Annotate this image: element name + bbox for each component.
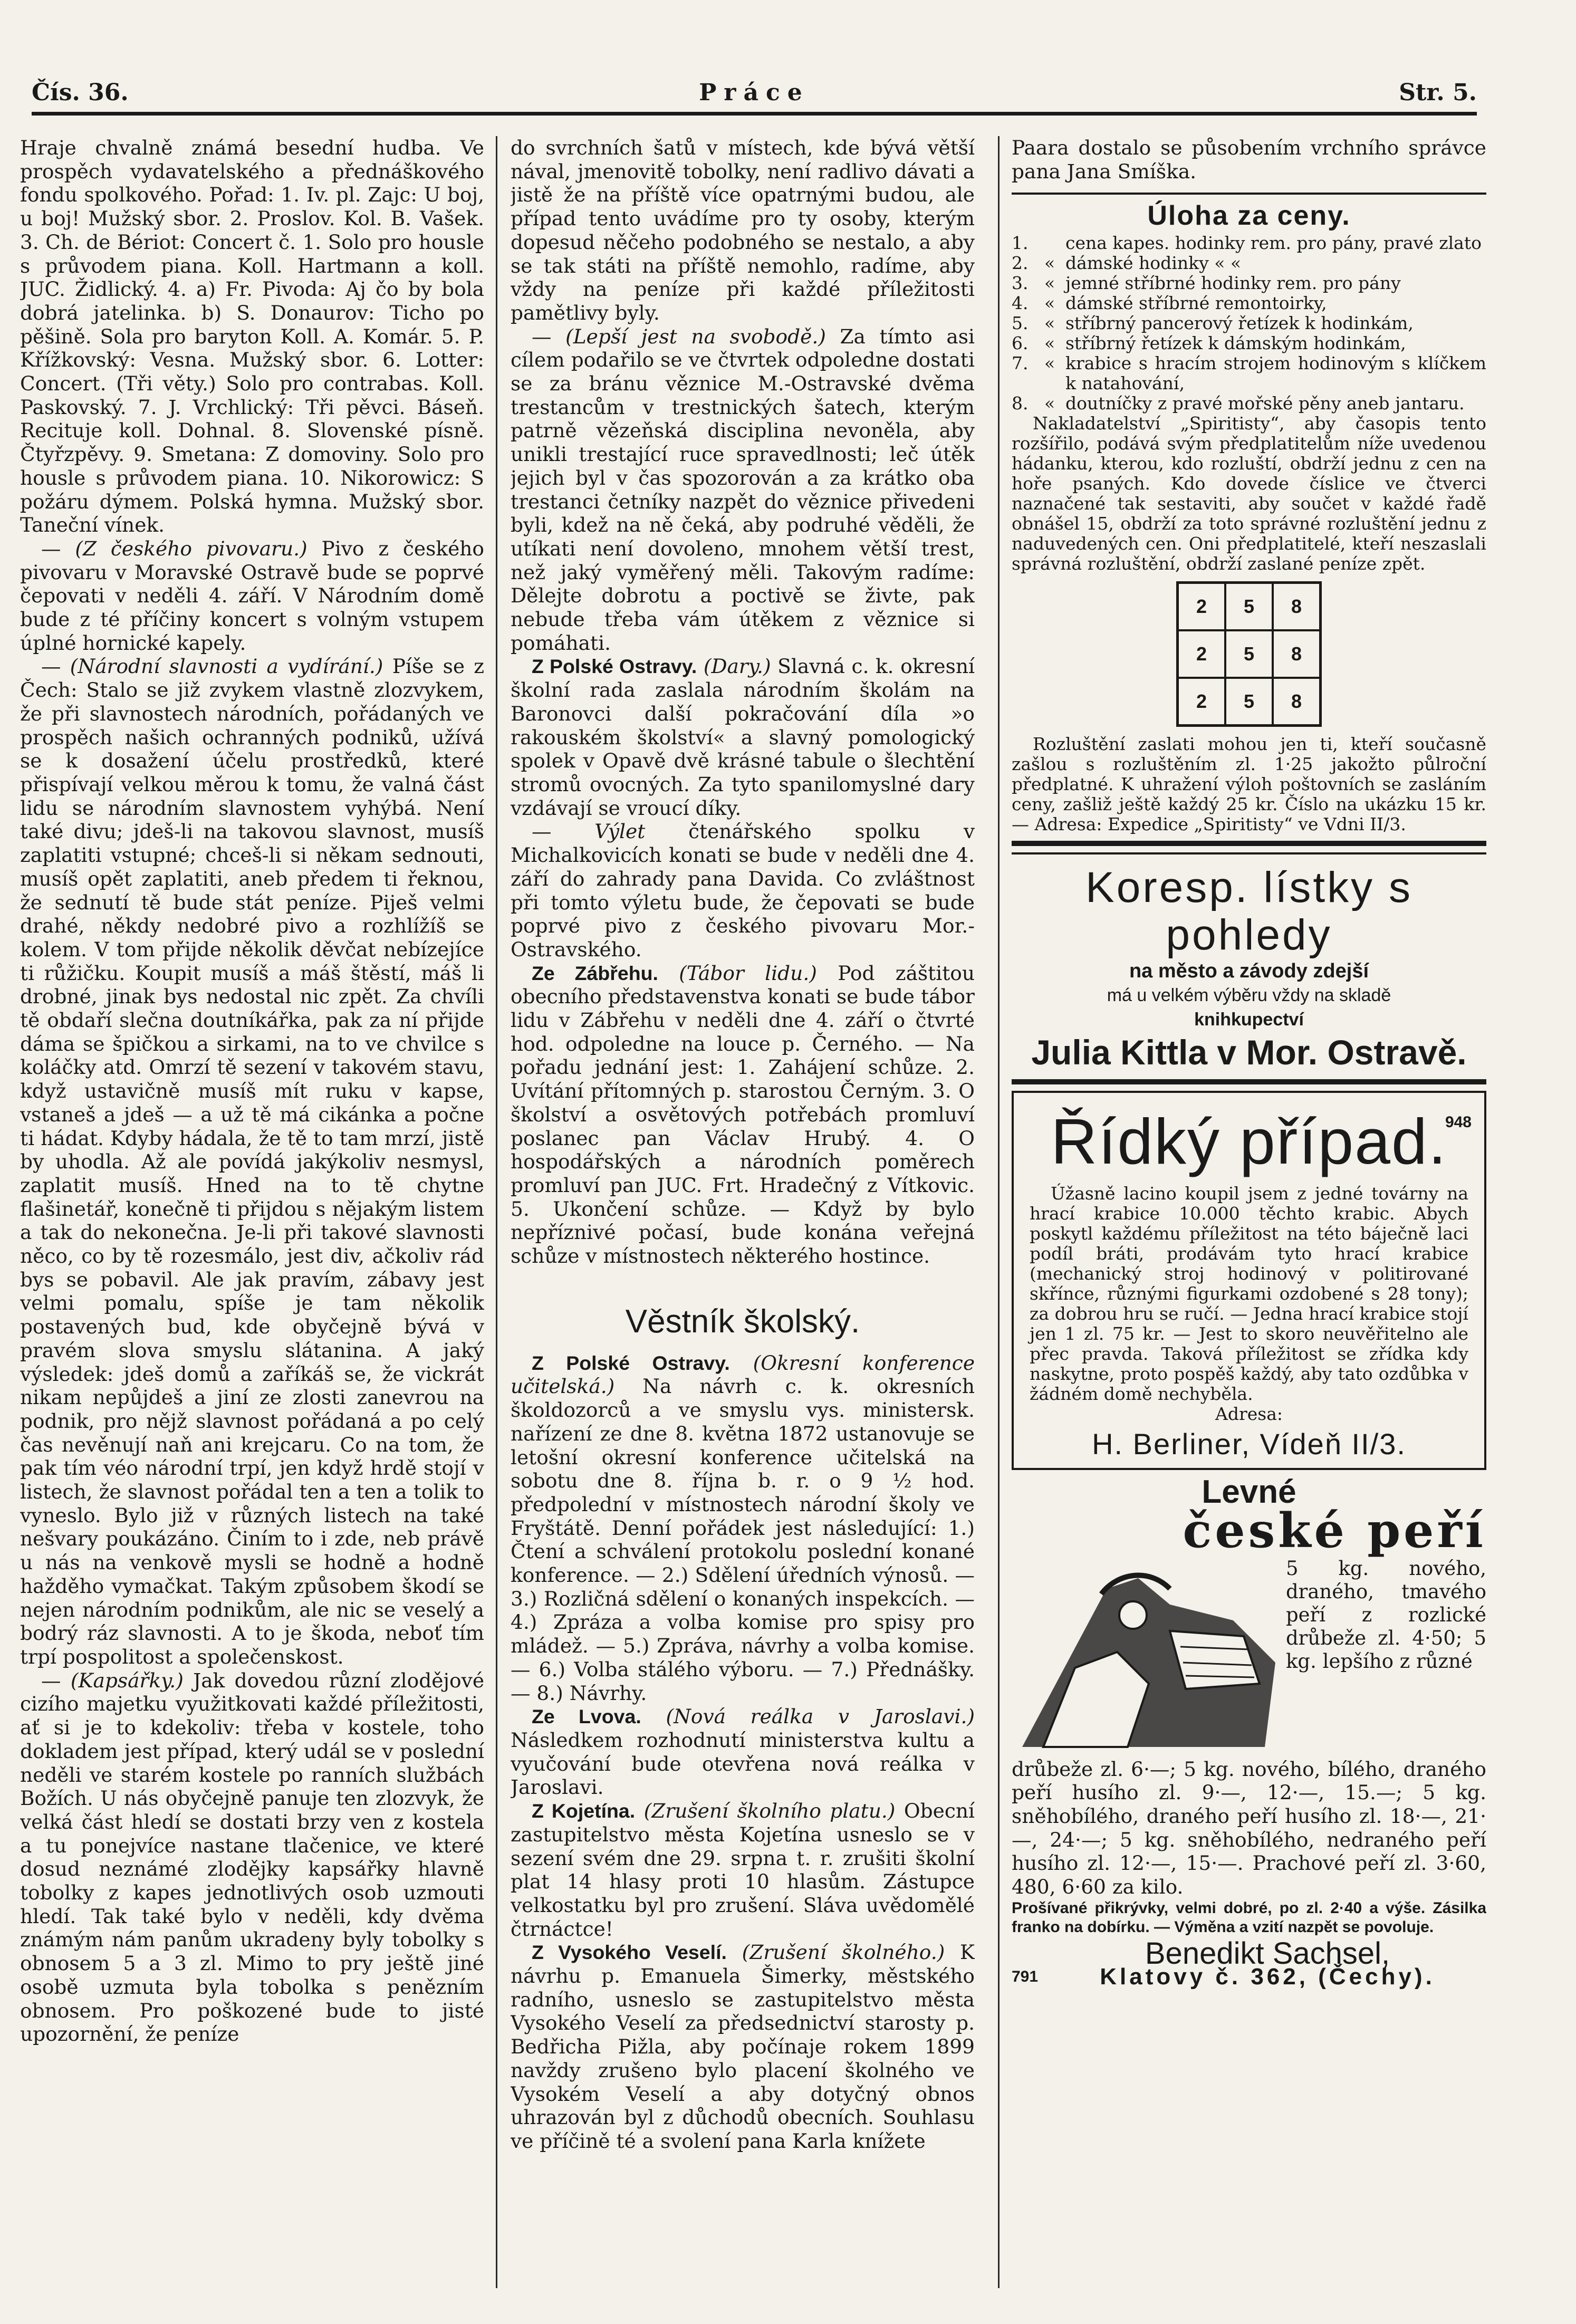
prize-text: krabice s hracím strojem hodinovým s klíčkem k natahování, [1065, 353, 1486, 394]
article-konference [511, 1351, 975, 1705]
feather-prices: drůbeže zl. 6·—; 5 kg. nového, bílého, draného peří husího zl. 9·—, 12·—, 15.—; 5 kg. sněhobílého, draného peří husího zl. 18·—, 21·—, 24·—; 5 kg. sněhobílého, nedraného peří husího zl. 12·—, 15·—. Prachové peří zl. 3·60, 480, 6·60 za kilo. [1012, 1757, 1486, 1899]
grid-cell: 2 [1178, 678, 1225, 725]
column-1 [20, 136, 484, 2288]
header-rule [32, 112, 1477, 116]
number-grid [1176, 581, 1322, 727]
ridky-title: Řídký případ. [1051, 1106, 1447, 1178]
ad-number: 791 [1012, 1968, 1039, 1986]
article-title: (Z českého pivovaru.) [75, 536, 307, 560]
article-place: Ze Zábřehu. [532, 962, 658, 984]
uloha-text: Nakladatelství „Spiritisty“, aby časopis tento rozšířilo, podává svým předplatitelům níže uvedenou hádanku, kterou, kdo rozluští, obdrží jednu z cen na hoře psaných. Kdo dovede číslice ve čtverci naznačené tak sestaviti, aby součet v každé řadě obnášel 15, obdrží za toto správné rozluštění jednu z naduvedených cen. Oni předplatitelé, kteří neszaslali správná rozluštění, obdrží zaslané peníze zpět. [1012, 413, 1486, 574]
prize-number: 4. [1012, 293, 1029, 314]
prize-ditto: « [1044, 253, 1055, 274]
column-3 [1012, 136, 1486, 2288]
article-narodni-slavnosti: — (Národní slavnosti a vydírání.) Píše se z Čech: Stalo se již zvykem vlastně zlozvykem, že při slavnostech národních, pořádaných ve prospěch našich ochranných podniků, užívá se k dosažení účelu prostředků, které přispívají velkou měrou k tomu, že valná část lidu se národním slavnostem vyhýbá. Není také divu; jdeš-li na takovou slavnost, musíš zaplatiti vstupné; chceš-li si někam sednouti, musíš opět zaplatiti, aneb předem ti řeknou, že sednutí tě bude stát peníze. Piješ velmi drahé, někdy nedobré pivo a rozhlížíš se kolem. V tom přijde několik děvčat nebízejíce ti růžičku. Koupit musíš a máš štěstí, máš li drobné, jinak bys nedostal nic zpět. Za chvíli tě obdaří slečna doutníkářka, pak za ní přijde dáma se špičkou a sirkami, na to ve chvilce s koláčky atd. Omrzí tě sezení v takovém stavu, když ustavičně musíš mít ruku v kapse, vstaneš a jdeš — a už tě má cikánka a počne ti hádat. Kdyby hádala, že tě to tam mrzí, jistě by uhodla. Až ale povídá jakýkoliv nesmysl, zaplatit musíš. Hned na to tě chytne flašinetář, konečně ti přijdou s nějakým listem a tak do nekonečna. Je-li při takové slavnosti něco, co by tě rozesmálo, jest div, ačkoliv rád bys se pobavil. Ale jak pravím, zábavy jest velmi pomalu, spíše je tam několik postavených bud, kde obyčejně bývá v pravém slova smyslu slátanina. A jaký výsledek: jdeš domů a zaříkáš se, že vickrát nikam nepůjdeš a jiní ze zlosti zanevrou na podnik, pro nějž slavnost pořádaná a po celý čas nevěnují naň ani krejcaru. Co na tom, že pak tím véo národní trpí, jen když hrdě stojí v listech, že slavnost pořádal ten a ten a tolik to vyneslo. Bylo již v různých listech na také nešvary poukázáno. Činím to i zde, neb právě u nás na venkově mysli se hodně a hodně hažděho vymačkat. Takým způsobem škodí se nejen národním podnikům, ale nic se veselý a bodrý ráz slavnosti. A to je škoda, neboť tím trpí pospolitost a společenskost. [20, 655, 484, 1668]
prize-item [1012, 353, 1486, 393]
grid-cell: 5 [1225, 583, 1273, 630]
koresp-subtitle: knihkupectví [1194, 1010, 1304, 1030]
article-kapsarky: — (Kapsářky.) Jak dovedou různí zlodějové cizího majetku využitkovati každé příležitosti, ať si je to kdekoliv: třeba v kostele, toho dokladem jest případ, který udál se v poslední neděli ve starém kostele po ranních službách Božích. U nás obyčejně panuje ten zlozvyk, že velká část hledí se dostati brzy ven z kostela a tu ponejvíce nastane tlačenice, ve které dosud neznámé zlodějky kapsářky hlavně tobolky z kapes jednotlivých osob uzmouti hledí. Tak také bylo v neděli, kdy dvěma známým nám panům ukradeny byly tobolky s obnosem 5 a 3 zl. Mimo to pry ještě jiné osobě uzmuta byla tobolka s penězním obnosem. Pro poškozené bude to jisté upozornění, že peníze [20, 1668, 484, 2046]
grid-cell: 2 [1178, 630, 1225, 678]
prize-item [1012, 293, 1486, 313]
koresp-subtitle: má u velkém výběru vždy na skladě [1107, 985, 1391, 1006]
prize-number: 5. [1012, 313, 1029, 334]
page-number: Str. 5. [1399, 79, 1477, 106]
prize-ditto: « [1044, 313, 1055, 334]
koresp-subtitle: na město a závody zdejší [1129, 960, 1369, 983]
article-vysoke-veseli [511, 1941, 975, 2153]
levne-title: Levné [1202, 1473, 1296, 1510]
article-title: (Nová reálka v Jaroslavi.) [666, 1705, 975, 1728]
prize-item [1012, 313, 1486, 333]
prize-text: dámské hodinky « « [1065, 253, 1242, 274]
article-ceskeho-pivovaru: — (Z českého pivovaru.) Pivo z českého pivovaru v Moravské Ostravě bude se poprvé čepovati v neděli 4. září. V Národním domě bude z té příčiny koncert s volným vstupem úplné hornické kapely. [20, 536, 484, 655]
prize-ditto [1044, 233, 1065, 253]
sachsel-row [1012, 1937, 1486, 1989]
newspaper-title: Práce [699, 79, 810, 106]
koresp-name: Julia Kittla v Mor. Ostravě. [1031, 1033, 1467, 1072]
prize-item [1012, 273, 1486, 293]
article-title: (Zrušení školního platu.) [643, 1799, 896, 1823]
article-place: Z Polské Ostravy. [532, 1351, 730, 1374]
number-grid-wrap [1012, 581, 1486, 727]
article-place: Ze Lvova. [532, 1705, 641, 1728]
article-kapsarky-continued: do svrchních šatů v místech, kde bývá větší nával, jmenovitě tobolky, není radlivo dávati a jistě že na příště více opatrnými budou, ale případ tento uvádíme pro ty osoby, kterým dopesud něčeho podobného se nestalo, a aby se tak státi na příště nemohlo, radíme, aby vždy na peníze při každé příležitosti pamětlivy byly. [511, 136, 975, 324]
prize-item [1012, 253, 1486, 273]
grid-cell: 8 [1273, 583, 1320, 630]
ceske-peri-title: české peří [1183, 1502, 1486, 1559]
article-place: Z Vysokého Veselí. [532, 1941, 727, 1964]
article-text: Jak dovedou různí zlodějové cizího majetku využitkovati každé příležitosti, ať si je to kdekoliv: třeba v kostele, toho dokladem jest případ, který udál se v poslední neděli ve starém kostele po ranních službách Božích. U nás obyčejně panuje ten zlozvyk, že velká část hledí se dostati brzy ven z kostela a tu ponejvíce nastane tlačenice, ve které dosud neznámé zlodějky kapsářky hlavně tobolky z kapes jednotlivých osob uzmouti hledí. Tak také bylo v neděli, kdy dvěma známým nám panům ukradeny byly tobolky s obnosem 5 a 3 zl. Mimo to pry ještě jiné osobě uzmuta byla tobolka s penězním obnosem. Pro poškozené bude to jisté upozornění, že peníze [20, 1668, 484, 2046]
ridky-text: Úžasně lacino koupil jsem z jedné továrny na hrací krabice 10.000 těchto krabic. Abych poskytl každému příležitost na této báječně laci podíl bráti, prodávám tyto hrací krabice (mechanický stroj hodinový v politirované skřínce, různými figurkami ozdobené s 28 tony); za dobrou hru se ručí. — Jedna hrací krabice stojí jen 1 zl. 75 kr. — Jest to skoro neuvěřitelno ale přec pravda. Taková příležitost se zřídka kdy naskytne, proto pospěš každý, aby tato ozdůbka v žádném domě nechyběla. [1030, 1183, 1468, 1405]
uloha-title: Úloha za ceny. [1147, 200, 1351, 232]
ad-ridky-pripad [1012, 1091, 1486, 1470]
feather-text: 5 kg. nového, draného, tmavého peří z rozlické drůbeže zl. 4·50; 5 kg. lepšího z různé [1286, 1557, 1486, 1673]
grid-cell: 8 [1273, 630, 1320, 678]
article-title: Výlet [594, 820, 646, 843]
feather-woman-illustration [1012, 1557, 1286, 1758]
prize-ditto: « [1044, 393, 1055, 414]
divider [1012, 852, 1486, 854]
article-place: Z Kojetína. [532, 1800, 636, 1822]
grid-cell: 2 [1178, 583, 1225, 630]
prize-item [1012, 333, 1486, 353]
prize-text: jemné stříbrné hodinky rem. pro pány [1065, 273, 1401, 294]
divider-thick [1012, 841, 1486, 846]
article-title: (Okresní konference učitelská.) [511, 1351, 975, 1398]
koresp-title: Koresp. lístky s pohledy [1085, 863, 1412, 959]
column-2 [511, 136, 975, 2288]
sachsel-name: Benedikt Sachsel, [1145, 1936, 1390, 1971]
prize-ditto: « [1044, 333, 1055, 354]
column-divider-1 [496, 136, 497, 2288]
article-text: Píše se z Čech: Stalo se již zvykem vlastně zlozvykem, že při slavnostech národních, pořádaných ve prospěch našich ochranných podniků, užívá se k dosažení účelu prostředků, které přispívají velkou měrou k tomu, že valná část lidu se národním slavnostem vyhýbá. Není také divu; jdeš-li na takovou slavnost, musíš zaplatiti vstupné; chceš-li si někam sednouti, musíš opět zaplatiti, aneb předem ti řeknou, že sednutí tě bude stát peníze. Piješ velmi drahé, někdy nedobré pivo a rozhlížíš se kolem. V tom přijde několik děvčat nebízejíce ti růžičku. Koupit musíš a máš štěstí, máš li drobné, jinak bys nedostal nic zpět. Za chvíli tě obdaří slečna doutníkářka, pak za ní přijde dáma se špičkou a sirkami, na to ve chvilce s koláčky atd. Omrzí tě sezení v takovém stavu, když ustavičně musíš mít ruku v kapse, vstaneš a jdeš — a už tě má cikánka a počne ti hádat. Kdyby hádala, že tě to tam mrzí, jistě by uhodla. Až ale povídá jakýkoliv nesmysl, zaplatit musíš. Hned na to tě chytne flašinetář, konečně ti přijdou s nějakým listem a tak do nekonečna. Je-li při takové slavnosti něco, co by tě rozesmálo, jest div, ačkoliv rád bys se pobavil. Ale jak pravím, zábavy jest velmi pomalu, spíše je tam několik postavených bud, kde obyčejně bývá v pravém slova smyslu slátanina. A jaký výsledek: jdeš domů a zaříkáš se, že vickrát nikam nepůjdeš a jiní ze zlosti zanevrou na podnik, pro nějž slavnost pořádaná a po celý čas nevěnují naň ani krejcaru. Co na tom, že pak tím véo národní trpí, jen když hrdě stojí v listech, že slavnost pořádal ten a ten a tolik to vyneslo. Bylo již v různých listech na také nešvary poukázáno. Činím to i zde, neb právě u nás na venkově mysli se hodně a hodně hažděho vymačkat. Takým způsobem škodí se nejen národním podnikům, ale nic se veselý a bodrý ráz slavnosti. A to je škoda, neboť tím trpí pospolitost a společenskost. [20, 655, 484, 1668]
article-title: (Dary.) [703, 655, 771, 678]
article-zabreh [511, 962, 975, 1268]
article-vylet: — Výlet čtenářského spolku v Michalkovicích konati se bude v neděli dne 4. září do zahrady pana Davida. Co zvláštnost při tomto výletu bude, že čepovati se bude poprvé pivo z českého pivovaru Mor.-Ostravského. [511, 820, 975, 961]
prize-text: stříbrný pancerový řetízek k hodinkám, [1065, 313, 1414, 334]
sachsel-address: Klatovy č. 362, (Čechy). [1100, 1964, 1435, 1990]
berliner-address: H. Berliner, Vídeň II/3. [1092, 1427, 1406, 1461]
prize-text: cena kapes. hodinky rem. pro pány, pravé zlato [1065, 233, 1482, 254]
article-text: K návrhu p. Emanuela Šimerky, městského radního, usneslo se zastupitelstvo města Vysokého Veselí za předsednictví starosty p. Bedřicha Pižla, aby počínaje rokem 1899 navždy zrušeno bylo placení školného ve Vysokém Veselí a aby dotyčný obnos uhrazován byl z důchodů obecních. Souhlasu ve příčině té a svolení pana Karla knížete [511, 1941, 975, 2153]
article-title: (Národní slavnosti a vydírání.) [70, 655, 383, 678]
section-title-vestnik: Věstník školský. [625, 1303, 860, 1340]
ridky-adresa: Adresa: [1215, 1404, 1283, 1425]
issue-number: Čís. 36. [32, 79, 129, 106]
article-lvov [511, 1705, 975, 1799]
article-text: Pivo z českého pivovaru v Moravské Ostravě bude se poprvé čepovati v neděli 4. září. V Národním domě bude z té příčiny koncert s volným vstupem úplné hornické kapely. [20, 536, 484, 655]
prize-number: 1. [1012, 233, 1029, 254]
article-text: Obecní zastupitelstvo města Kojetína usneslo se v sezení svém dne 29. srpna t. r. zrušiti školní plat 14 hlasy proti 10 hlasům. Zástupce velkostatku byl pro zrušení. Sláva uvědomělé čtrnáctce! [511, 1799, 975, 1941]
prize-ditto: « [1044, 293, 1055, 314]
divider-thick [1012, 1079, 1486, 1084]
grid-cell: 8 [1273, 678, 1320, 725]
article-text: Za tímto asi cílem podařilo se ve čtvrtek odpoledne dostati se za bránu věznice M.-Ostravské dvěma trestancům v trestnických šatech, kterým patrně vězeňská disciplina nevoněla, aby unikli trestající ruce spravedlnosti; leč útěk jejich byl v čas spozorován a za krátko oba trestanci četníky nazpět do věznice přivedeni byli, kdež na ně čeká, aby podruhé věděli, že utíkati není dovoleno, mnohem větší trest, než jaký vyměřený měli. Takovým radíme: Dělejte dobrotu a poctivě se živte, pak nebude třeba vám útěkem z věznice si pomáhati. [511, 324, 975, 655]
article-title: (Tábor lidu.) [679, 961, 817, 985]
article-polska-ostrava-dary [511, 655, 975, 820]
prize-list [1012, 233, 1486, 414]
article-text: Slavná c. k. okresní školní rada zaslala národním školám na Baronovci další pokračování díla »o rakouském školství« a slavný pomologický spolek v Opavě dvě krásné tabule o šlechtění stromů ovocných. Za tyto spanilomyslné dary vzdávají se vroucí díky. [511, 655, 975, 820]
article-text: čtenářského spolku v Michalkovicích konati se bude v neděli dne 4. září do zahrady pana Davida. Co zvláštnost při tomto výletu bude, že čepovati se bude poprvé pivo z českého pivovaru Mor.-Ostravského. [511, 820, 975, 961]
uloha-text-2: Rozluštění zaslati mohou jen ti, kteří současně zašlou s rozluštěním zl. 1·25 jakožto půlroční předplatné. K uhražení výloh poštovních se zasláním ceny, zašliž ještě každý 25 kr. Číslo na ukázku 15 kr. — Adresa: Expedice „Spiritisty“ ve Vdni II/3. [1012, 734, 1486, 835]
grid-cell: 5 [1225, 630, 1273, 678]
feather-ad [1012, 1557, 1486, 1758]
prize-text: dámské stříbrné remontoirky, [1065, 293, 1327, 314]
prize-text: stříbrný řetízek k dámským hodinkám, [1065, 333, 1406, 354]
ad-number: 948 [1445, 1113, 1472, 1131]
divider [1012, 193, 1486, 195]
prize-number: 7. [1012, 353, 1029, 374]
article-title: (Lepší jest na svobodě.) [565, 324, 826, 348]
prize-ditto: « [1044, 273, 1055, 294]
prize-number: 3. [1012, 273, 1029, 294]
article-kojetin [511, 1799, 975, 1941]
prize-number: 2. [1012, 253, 1029, 274]
prize-item [1012, 393, 1486, 414]
article-concert-program: Hraje chvalně známá besední hudba. Ve prospěch vydavatelského a přednáškového fondu spolkového. Pořad: 1. Iv. pl. Zajc: U boj, u boj! Mužský sbor. 2. Proslov. Kol. B. Vašek. 3. Ch. de Bériot: Concert č. 1. Solo pro housle s průvodem piana. Koll. Hartmann a koll. JUC. Židlický. 4. a) Fr. Pivoda: Aj čo by bola dobrá jatelinka. b) S. Donaurov: Ticho po pěšině. Sola pro baryton Koll. A. Komár. 5. P. Křížkovský: Vesna. Mužský sbor. 6. Lotter: Concert. (Tři věty.) Solo pro contrabas. Koll. Paskovský. 7. J. Vrchlický: Tři pěvci. Báseň. Recituje koll. Dohnal. 8. Slovenské písně. Čtyřzpěvy. 9. Smetana: Z domoviny. Solo pro housle s průvodem piana. 10. Nikorowicz: S požáru dýmem. Polská hymna. Mužský sbor. Taneční vínek. [20, 136, 484, 537]
article-text: Pod záštitou obecního představenstva konati se bude tábor lidu v Zábřehu v neděli dne 4. září o čtvrté hod. odpoledne na louce p. Černého. — Na pořadu jednání jest: 1. Zahájení schůze. 2. Uvítání přítomných p. starostou Černým. 3. O školství a osvětových potřebách promluví poslanec pan Václav Hrubý. 4. O hospodářských a národních poměrech promluví pan JUC. Frt. Hradečný z Vítkovic. 5. Ukončení schůze. — Když by bylo nepříznivé počasí, bude konána veřejná schůze v místnostech některého hostince. [511, 961, 975, 1268]
sachsel-block [1049, 1937, 1486, 1989]
feather-shipping: Prošívané přikrývky, velmi dobré, po zl. 2·40 a výše. Zásilka franko na dobírku. — Výměna a vzití nazpět se povoluje. [1012, 1899, 1486, 1936]
page-header [32, 79, 1477, 111]
article-text: Následkem rozhodnutí ministerstva kultu a vyučování bude otevřena nová reálka v Jaroslavi. [511, 1728, 975, 1799]
article-title: (Zrušení školného.) [742, 1941, 945, 1964]
prize-number: 6. [1012, 333, 1029, 354]
prize-number: 8. [1012, 393, 1029, 414]
prize-text: doutníčky z pravé mořské pěny aneb jantaru. [1065, 393, 1465, 414]
article-continued: Paara dostalo se působením vrchního správce pana Jana Smíška. [1012, 136, 1486, 183]
article-title: (Kapsářky.) [70, 1668, 184, 1692]
prize-ditto: « [1044, 353, 1055, 374]
column-divider-2 [998, 136, 1000, 2288]
article-place: Z Polské Ostravy. [532, 655, 697, 678]
article-lepsi-svoboda: — (Lepší jest na svobodě.) Za tímto asi cílem podařilo se ve čtvrtek odpoledne dostati se za bránu věznice M.-Ostravské dvěma trestancům v trestnických šatech, kterým patrně vězeňská disciplina nevoněla, aby unikli trestající ruce spravedlnosti; leč útěk jejich byl v čas spozorován a za krátko oba trestanci četníky nazpět do věznice přivedeni byli, kdež na ně čeká, aby podruhé věděli, že utíkati není dovoleno, mnohem větší trest, než jaký vyměřený měli. Takovým radíme: Dělejte dobrotu a poctivě se živte, pak nebude třeba vám útěkem z věznice si pomáhati. [511, 324, 975, 655]
prize-item [1012, 233, 1486, 253]
article-text: Na návrh c. k. okresních školdozorců a ve smyslu vys. ministersk. nařízení ze dne 8. května 1872 ustanovuje se letošní okresní konference učitelská na sobotu dne 8. října b. r. o 9 ½ hod. předpolední v místnostech národní školy ve Fryštátě. Denní pořádek jest následující: 1.) Čtení a schválení protokolu poslední konané konference. — 2.) Sdělení úředních výnosů. — 3.) Rozličná sdělení o konaných inspekcích. — 4.) Zpráza a volba komise pro spisy pro mládež. — 5.) Zpráva, návrhy a volba komise. — 6.) Volba stálého výboru. — 7.) Přednášky. — 8.) Návrhy. [511, 1375, 975, 1705]
grid-cell: 5 [1225, 678, 1273, 725]
